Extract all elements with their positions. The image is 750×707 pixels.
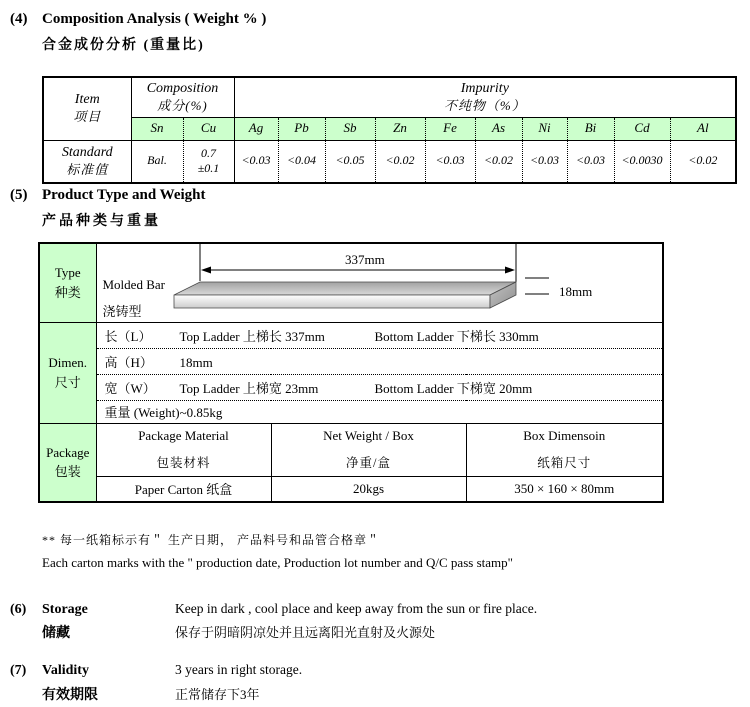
element-header-ni: Ni	[522, 117, 567, 140]
element-header-cd: Cd	[614, 117, 670, 140]
dim-length-name: 长（L）	[104, 328, 152, 344]
bar-top-face	[174, 282, 516, 295]
type-row	[39, 243, 663, 322]
section7-number: (7)	[10, 663, 27, 678]
package-header-row	[39, 423, 663, 476]
box-dimension-header-en: Box Dimensoin	[523, 428, 606, 443]
package-label-cell	[39, 423, 96, 502]
impurity-header-cell	[234, 77, 736, 117]
section6-number: (6)	[10, 602, 27, 617]
comp-header-row	[43, 77, 736, 117]
section6-desc-zh: 保存于阴暗阴凉处并且远离阳光直射及火源处	[175, 625, 436, 640]
section7-title-zh: 有效期限	[42, 688, 98, 703]
composition-table	[42, 76, 737, 184]
section4-heading	[10, 11, 266, 28]
element-header-zn: Zn	[375, 117, 425, 140]
package-material-value: Paper Carton 纸盒	[96, 476, 271, 502]
value-cu-line1: 0.7	[201, 145, 216, 160]
dimen-label-en: Dimen.	[48, 355, 88, 370]
element-header-sn: Sn	[131, 117, 183, 140]
value-bi: <0.03	[567, 140, 614, 183]
section5-heading	[10, 187, 206, 204]
element-header-sb: Sb	[325, 117, 375, 140]
dim-height-value: 18mm	[179, 354, 213, 370]
element-header-pb: Pb	[278, 117, 325, 140]
length-dimension-label: 337mm	[344, 252, 385, 267]
composition-header-en: Composition	[146, 80, 219, 96]
item-header-zh: 项目	[73, 109, 102, 125]
net-weight-value: 20kgs	[271, 476, 466, 502]
dim-width-top: Top Ladder 上梯宽 23mm	[179, 380, 319, 396]
dim-weight-name: 重量 (Weight)~0.85kg	[104, 405, 223, 420]
dimension-width-cell	[96, 374, 663, 400]
section4-title-zh: 合金成份分析 (重量比)	[42, 38, 205, 53]
dimension-row-width	[39, 374, 663, 400]
section4-number: (4)	[10, 11, 28, 27]
type-value-en: Molded Bar	[102, 277, 165, 292]
value-sn: Bal.	[131, 140, 183, 183]
dimension-weight-cell	[96, 400, 663, 423]
standard-label-zh: 标准值	[66, 161, 109, 177]
element-header-cu: Cu	[183, 117, 234, 140]
section5-number: (5)	[10, 187, 28, 203]
section7-line2	[42, 684, 260, 704]
box-dimension-header-zh: 纸箱尺寸	[537, 456, 592, 470]
length-arrowhead-right	[505, 267, 515, 274]
section7-desc-zh: 正常储存下3年	[175, 687, 260, 702]
section7-title-en: Validity	[42, 663, 89, 678]
composition-header-zh: 成分(%)	[157, 97, 208, 113]
element-header-as: As	[475, 117, 522, 140]
net-weight-header	[271, 423, 466, 476]
length-arrowhead-left	[201, 267, 211, 274]
carton-footnote-en: Each carton marks with the " production date, Production lot number and Q/C pass stamp"	[42, 555, 513, 570]
section6-desc-en: Keep in dark , cool place and keep away from the sun or fire place.	[175, 601, 538, 616]
type-label-cell	[39, 243, 96, 322]
value-cd: <0.0030	[614, 140, 670, 183]
impurity-header-zh: 不纯物（%）	[443, 97, 526, 113]
type-label-zh: 种类	[54, 284, 81, 300]
dim-length-top: Top Ladder 上梯长 337mm	[179, 328, 325, 344]
dim-width-name: 宽（W）	[104, 380, 156, 396]
dimension-row-weight	[39, 400, 663, 423]
value-cu-line2: ±0.1	[197, 161, 220, 176]
impurity-header-en: Impurity	[460, 80, 509, 96]
box-dimension-header	[466, 423, 663, 476]
section7-line1	[10, 662, 302, 679]
dim-height-name: 高（H）	[104, 354, 153, 370]
element-header-fe: Fe	[425, 117, 475, 140]
standard-label-cell	[43, 140, 131, 183]
value-al: <0.02	[670, 140, 736, 183]
item-header-cell	[43, 77, 131, 140]
height-dimension-label: 18mm	[558, 284, 592, 299]
package-material-header-en: Package Material	[138, 428, 229, 443]
dimension-height-cell	[96, 348, 663, 374]
section7-desc-en: 3 years in right storage.	[175, 662, 303, 677]
type-label-en: Type	[54, 265, 81, 281]
package-value-row	[39, 476, 663, 502]
carton-footnote-zh: ** 每一纸箱标示有＂ 生产日期， 产品料号和品管合格章＂	[42, 533, 381, 547]
standard-label-en: Standard	[61, 144, 113, 160]
value-as: <0.02	[475, 140, 522, 183]
section5-title-en: Product Type and Weight	[42, 187, 206, 203]
package-label-zh: 包装	[54, 464, 81, 480]
dim-length-bottom: Bottom Ladder 下梯长 330mm	[374, 328, 539, 344]
type-value-zh: 浇铸型	[102, 304, 142, 319]
value-pb: <0.04	[278, 140, 325, 183]
dimen-label-zh: 尺寸	[54, 374, 81, 390]
value-fe: <0.03	[425, 140, 475, 183]
section6-line1	[10, 601, 537, 618]
value-zn: <0.02	[375, 140, 425, 183]
comp-elements-row	[43, 117, 736, 140]
type-value-cell	[96, 243, 663, 322]
package-material-header	[96, 423, 271, 476]
bar-diagram	[97, 244, 662, 321]
section6-line2	[42, 622, 435, 642]
section6-title-en: Storage	[42, 602, 88, 617]
box-dimension-value: 350 × 160 × 80mm	[466, 476, 663, 502]
value-ag: <0.03	[234, 140, 278, 183]
dimension-length-cell	[96, 322, 663, 348]
package-material-header-zh: 包装材料	[156, 456, 211, 470]
section4-title-en: Composition Analysis ( Weight % )	[42, 11, 267, 27]
dimension-row-length	[39, 322, 663, 348]
dimen-label-cell	[39, 322, 96, 423]
dimension-row-height	[39, 348, 663, 374]
value-sb: <0.05	[325, 140, 375, 183]
comp-standard-row	[43, 140, 736, 183]
item-header-en: Item	[74, 92, 100, 108]
element-header-ag: Ag	[234, 117, 278, 140]
bar-front-face	[174, 295, 490, 308]
value-cu	[183, 140, 234, 183]
value-ni: <0.03	[522, 140, 567, 183]
section6-title-zh: 储藏	[42, 626, 70, 641]
package-label-en: Package	[46, 444, 90, 460]
net-weight-header-en: Net Weight / Box	[323, 428, 414, 443]
element-header-bi: Bi	[567, 117, 614, 140]
product-table	[38, 242, 664, 503]
dim-width-bottom: Bottom Ladder 下梯宽 20mm	[374, 380, 533, 396]
composition-header-cell	[131, 77, 234, 117]
element-header-al: Al	[670, 117, 736, 140]
section5-title-zh: 产品种类与重量	[42, 214, 161, 229]
net-weight-header-zh: 净重/盒	[346, 456, 391, 470]
